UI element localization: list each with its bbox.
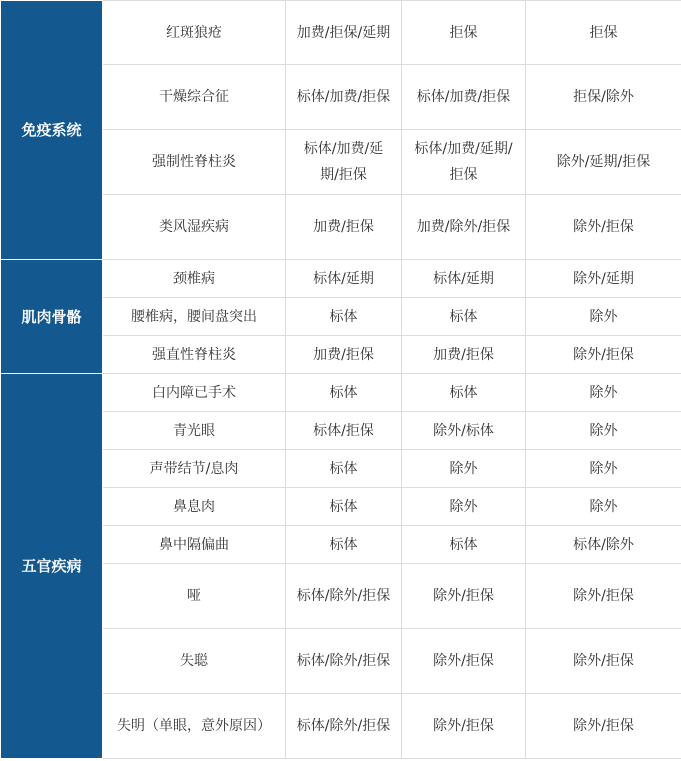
status-cell: 除外/延期/拒保 <box>526 130 681 195</box>
table-row <box>1 450 681 488</box>
status-cell: 标体/加费/延期/拒保 <box>402 130 526 195</box>
category-cell: 免疫系统 <box>1 1 103 260</box>
disease-cell: 青光眼 <box>103 412 286 450</box>
status-cell: 标体/加费/拒保 <box>402 65 526 130</box>
table-row <box>1 412 681 450</box>
table-row <box>1 65 681 130</box>
status-cell: 标体 <box>402 374 526 412</box>
status-cell: 标体 <box>402 526 526 564</box>
table-row <box>1 526 681 564</box>
disease-cell: 失聪 <box>103 629 286 694</box>
status-cell: 除外/拒保 <box>526 694 681 759</box>
status-cell: 标体/除外/拒保 <box>286 629 402 694</box>
table-row <box>1 374 681 412</box>
table-row <box>1 195 681 260</box>
table-body <box>1 1 681 759</box>
status-cell: 标体/延期 <box>286 260 402 298</box>
disease-cell: 哑 <box>103 564 286 629</box>
status-cell: 除外 <box>402 488 526 526</box>
status-cell: 标体/延期 <box>402 260 526 298</box>
status-cell: 标体 <box>286 298 402 336</box>
disease-cell: 鼻中隔偏曲 <box>103 526 286 564</box>
disease-cell: 腰椎病，腰间盘突出 <box>103 298 286 336</box>
status-cell: 加费/拒保 <box>402 336 526 374</box>
status-cell: 除外 <box>526 374 681 412</box>
status-cell: 加费/拒保 <box>286 195 402 260</box>
table-row <box>1 336 681 374</box>
status-cell: 除外 <box>402 450 526 488</box>
status-cell: 标体/加费/延期/拒保 <box>286 130 402 195</box>
status-cell: 拒保 <box>402 1 526 65</box>
disease-cell: 鼻息肉 <box>103 488 286 526</box>
status-cell: 标体/除外 <box>526 526 681 564</box>
status-cell: 拒保 <box>526 1 681 65</box>
status-cell: 除外/拒保 <box>526 195 681 260</box>
disease-cell: 声带结节/息肉 <box>103 450 286 488</box>
disease-cell: 失明（单眼，意外原因） <box>103 694 286 759</box>
status-cell: 标体 <box>286 526 402 564</box>
disease-cell: 颈椎病 <box>103 260 286 298</box>
disease-cell: 干燥综合征 <box>103 65 286 130</box>
status-cell: 除外/拒保 <box>402 694 526 759</box>
disease-cell: 强制性脊柱炎 <box>103 130 286 195</box>
status-cell: 除外 <box>526 298 681 336</box>
table-row <box>1 298 681 336</box>
status-cell: 加费/除外/拒保 <box>402 195 526 260</box>
status-cell: 除外/拒保 <box>526 629 681 694</box>
status-cell: 除外 <box>526 488 681 526</box>
status-cell: 除外 <box>526 450 681 488</box>
status-cell: 标体/除外/拒保 <box>286 694 402 759</box>
table-row <box>1 629 681 694</box>
status-cell: 除外/拒保 <box>402 629 526 694</box>
disease-cell: 红斑狼疮 <box>103 1 286 65</box>
table-row <box>1 260 681 298</box>
status-cell: 标体 <box>286 488 402 526</box>
status-cell: 拒保/除外 <box>526 65 681 130</box>
status-cell: 除外/延期 <box>526 260 681 298</box>
disease-cell: 强直性脊柱炎 <box>103 336 286 374</box>
table-row <box>1 130 681 195</box>
disease-cell: 类风湿疾病 <box>103 195 286 260</box>
status-cell: 标体 <box>402 298 526 336</box>
category-cell: 肌肉骨骼 <box>1 260 103 374</box>
status-cell: 标体 <box>286 450 402 488</box>
status-cell: 除外/拒保 <box>526 564 681 629</box>
status-cell: 除外/标体 <box>402 412 526 450</box>
category-cell: 五官疾病 <box>1 374 103 759</box>
status-cell: 加费/拒保 <box>286 336 402 374</box>
table-row <box>1 488 681 526</box>
status-cell: 加费/拒保/延期 <box>286 1 402 65</box>
table-row <box>1 694 681 759</box>
table-row <box>1 1 681 65</box>
status-cell: 标体 <box>286 374 402 412</box>
status-cell: 除外 <box>526 412 681 450</box>
status-cell: 除外/拒保 <box>402 564 526 629</box>
status-cell: 标体/除外/拒保 <box>286 564 402 629</box>
status-cell: 标体/拒保 <box>286 412 402 450</box>
disease-cell: 白内障已手术 <box>103 374 286 412</box>
table-row <box>1 564 681 629</box>
status-cell: 标体/加费/拒保 <box>286 65 402 130</box>
status-cell: 除外/拒保 <box>526 336 681 374</box>
